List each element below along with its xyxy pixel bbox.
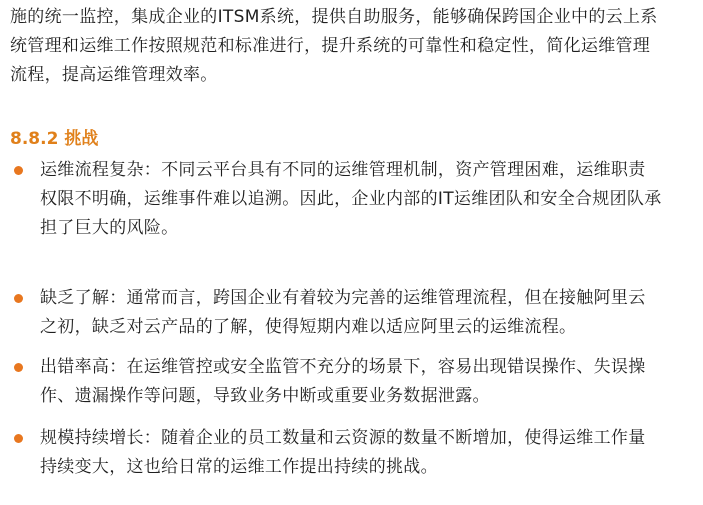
- section-heading: 8.8.2 挑战: [10, 129, 99, 149]
- list-item-line: 出错率高：在运维管控或安全监管不充分的场景下，容易出现错误操作、失误操: [40, 357, 646, 377]
- list-item-text: [40, 424, 700, 482]
- intro-line: 流程，提高运维管理效率。: [10, 65, 218, 85]
- list-item-line: 规模持续增长：随着企业的员工数量和云资源的数量不断增加，使得运维工作量: [40, 428, 646, 448]
- intro-paragraph: [10, 3, 698, 90]
- list-item-line: 运维流程复杂：不同云平台具有不同的运维管理机制，资产管理困难，运维职责: [40, 160, 646, 180]
- list-item-text: [40, 284, 700, 342]
- list-item-line: 之初，缺乏对云产品的了解，使得短期内难以适应阿里云的运维流程。: [40, 317, 577, 337]
- bullet-dot-icon: [14, 166, 23, 175]
- list-item-text: [40, 353, 700, 411]
- bullet-dot-icon: [14, 434, 23, 443]
- bullet-dot-icon: [14, 294, 23, 303]
- list-item-line: 持续变大，这也给日常的运维工作提出持续的挑战。: [40, 457, 438, 477]
- list-item-text: [40, 156, 700, 243]
- list-item-line: 权限不明确，运维事件难以追溯。因此，企业内部的IT运维团队和安全合规团队承: [40, 189, 662, 209]
- intro-line: 统管理和运维工作按照规范和标准进行，提升系统的可靠性和稳定性，简化运维管理: [10, 36, 651, 56]
- bullet-dot-icon: [14, 363, 23, 372]
- list-item-line: 担了巨大的风险。: [40, 218, 179, 238]
- list-item-line: 作、遗漏操作等问题，导致业务中断或重要业务数据泄露。: [40, 386, 490, 406]
- intro-line: 施的统一监控，集成企业的ITSM系统，提供自助服务，能够确保跨国企业中的云上系: [10, 7, 658, 27]
- list-item-line: 缺乏了解：通常而言，跨国企业有着较为完善的运维管理流程，但在接触阿里云: [40, 288, 646, 308]
